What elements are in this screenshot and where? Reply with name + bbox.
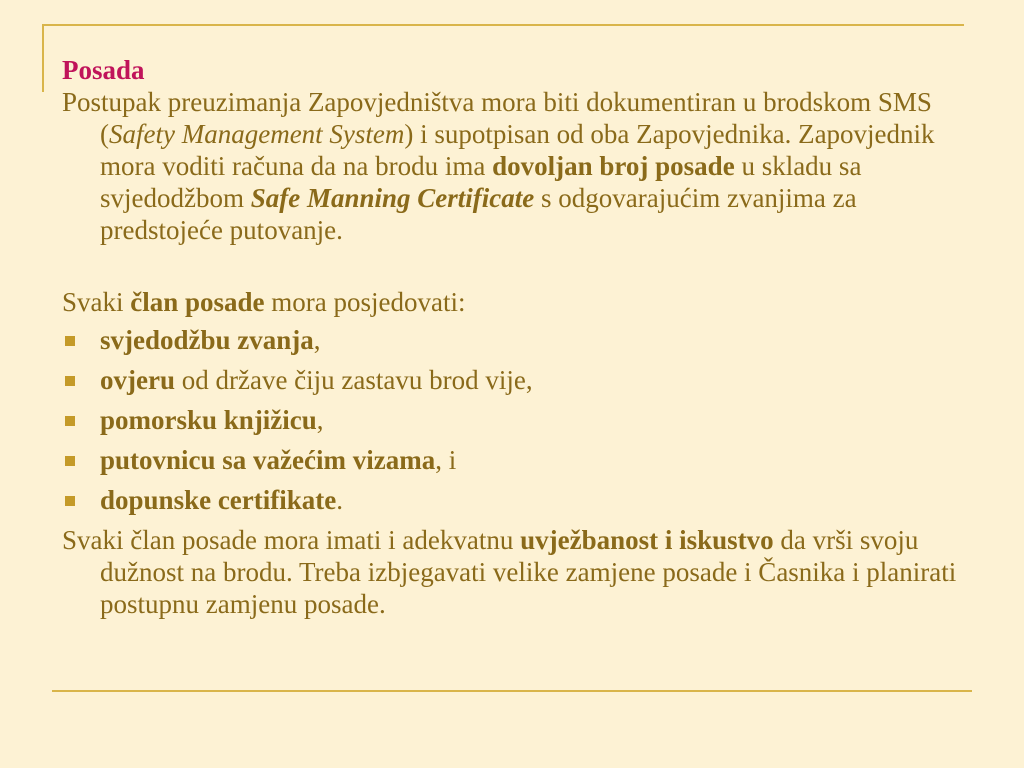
paragraph-training xyxy=(62,524,962,620)
list-item xyxy=(62,404,962,436)
bold-term: uvježbanost i iskustvo xyxy=(520,525,774,555)
text-span: Svaki xyxy=(62,287,131,317)
square-bullet-icon xyxy=(65,496,75,506)
text-span: ) i supotpisan od oba Zapovjednika. Zapovjednik mora voditi računa da na brodu ima xyxy=(100,119,935,181)
requirements-list xyxy=(62,324,962,516)
bottom-rule xyxy=(52,690,972,692)
bold-term: dopunske certifikate xyxy=(100,485,337,515)
list-item xyxy=(62,324,962,356)
paragraph-handover xyxy=(62,86,962,246)
text-span: da vrši svoju dužnost na brodu. Treba izbjegavati velike zamjene posade i Časnika i planirati postupnu zamjenu posade. xyxy=(100,525,957,619)
square-bullet-icon xyxy=(65,376,75,386)
list-item xyxy=(62,364,962,396)
text-span: , xyxy=(313,325,321,355)
square-bullet-icon xyxy=(65,336,75,346)
text-span: Svaki član posade mora imati i adekvatnu xyxy=(62,525,521,555)
paragraph-requirements-intro xyxy=(62,286,962,318)
text-span: u skladu sa svjedodžbom xyxy=(100,151,862,213)
bold-term: putovnicu sa važećim vizama xyxy=(100,445,436,475)
bold-term: pomorsku knjižicu xyxy=(100,405,317,435)
slide-content xyxy=(62,54,962,620)
slide-title: Posada xyxy=(62,55,145,85)
text-span: , xyxy=(316,405,324,435)
text-span: mora posjedovati: xyxy=(264,287,466,317)
bold-term: svjedodžbu zvanja xyxy=(100,325,314,355)
text-span: , i xyxy=(435,445,457,475)
bold-italic-term: Safe Manning Certificate xyxy=(250,183,535,213)
text-span: s odgovarajućim zvanjima za predstojeće putovanje. xyxy=(100,183,857,245)
text-span: Postupak preuzimanja Zapovjedništva mora biti dokumentiran u brodskom SMS ( xyxy=(62,87,932,149)
top-rule xyxy=(42,24,964,26)
text-span: . xyxy=(336,485,343,515)
list-item xyxy=(62,484,962,516)
spacer xyxy=(62,246,962,286)
bold-term: član posade xyxy=(130,287,265,317)
square-bullet-icon xyxy=(65,456,75,466)
text-span: od države čiju zastavu brod vije, xyxy=(174,365,533,395)
italic-term: Safety Management System xyxy=(109,119,405,149)
bold-term: ovjeru xyxy=(100,365,175,395)
left-rule xyxy=(42,24,44,92)
bold-term: dovoljan broj posade xyxy=(492,151,735,181)
square-bullet-icon xyxy=(65,416,75,426)
list-item xyxy=(62,444,962,476)
